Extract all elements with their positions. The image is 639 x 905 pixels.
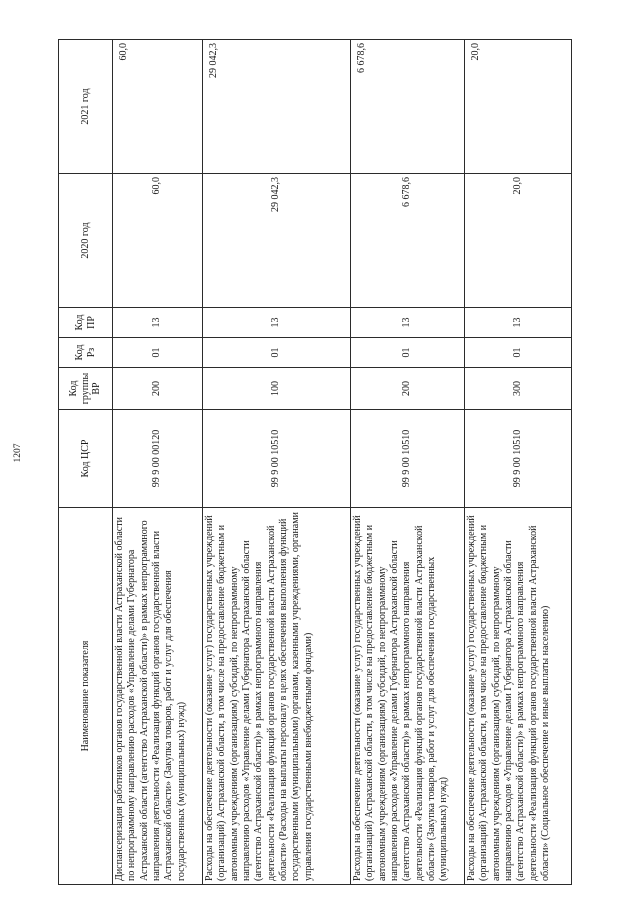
header-2020: 2020 год — [59, 174, 113, 308]
cell-name: Расходы на обеспечение деятельности (оказание услуг) государственных учреждений (организаций) Астраханской области, в том числе на предоставление бюджетным и автономным учреждениям (организациям) субсидий, по непрограммному направлению расходов «Управление делами Губернатора Астраханской области (агентство Астраханской области)» в рамках непрограммного направления деятельности «Реализация функций органов государственной власти Астраханской области» (Закупка товаров, работ и услуг для обеспечения государственных (муниципальных) нужд) — [351, 508, 465, 885]
header-rz-line-1: Код — [74, 344, 85, 361]
page-number: 1207 — [13, 443, 23, 463]
header-vr-line-3: ВР — [91, 382, 103, 395]
table-row — [465, 40, 572, 885]
cell-vr: 200 — [351, 368, 465, 410]
header-pr-line-2: ПР — [85, 316, 97, 329]
header-vr-line-2: группы — [79, 372, 91, 405]
cell-pr: 13 — [465, 308, 572, 338]
table-row — [351, 40, 465, 885]
cell-vr: 200 — [113, 368, 203, 410]
cell-name: Диспансеризация работников органов государственной власти Астраханской области по непрограммному направлению расходов «Управление делами Губернатора Астраханской области (агентство Астраханской области)» в рамках непрограммного направления деятельности «Реализация функций органов государственной власти Астраханской области» (Закупка товаров, работ и услуг для обеспечения государственных (муниципальных) нужд) — [113, 508, 203, 885]
header-name: Наименование показателя — [59, 508, 113, 885]
header-rz-line-2: Рз — [85, 347, 97, 358]
cell-rz: 01 — [351, 338, 465, 368]
header-vr-line-1: Код — [68, 380, 80, 397]
header-pr — [59, 308, 113, 338]
table-header-row — [59, 40, 113, 885]
cell-rz: 01 — [203, 338, 351, 368]
cell-2020: 29 042,3 — [203, 174, 351, 308]
cell-2021: 60,0 — [113, 40, 203, 174]
header-csr: Код ЦСР — [59, 410, 113, 508]
header-rz — [59, 338, 113, 368]
table-row — [203, 40, 351, 885]
cell-2021: 20,0 — [465, 40, 572, 174]
cell-pr: 13 — [113, 308, 203, 338]
cell-csr: 99 9 00 00120 — [113, 410, 203, 508]
cell-pr: 13 — [351, 308, 465, 338]
rotated-page-content — [58, 40, 552, 885]
header-2021: 2021 год — [59, 40, 113, 174]
cell-vr: 100 — [203, 368, 351, 410]
budget-table — [58, 39, 572, 885]
cell-2020: 20,0 — [465, 174, 572, 308]
cell-pr: 13 — [203, 308, 351, 338]
cell-2020: 60,0 — [113, 174, 203, 308]
cell-2021: 29 042,3 — [203, 40, 351, 174]
cell-csr: 99 9 00 10510 — [203, 410, 351, 508]
cell-vr: 300 — [465, 368, 572, 410]
cell-rz: 01 — [113, 338, 203, 368]
header-pr-line-1: Код — [74, 314, 85, 331]
cell-2020: 6 678,6 — [351, 174, 465, 308]
cell-name: Расходы на обеспечение деятельности (оказание услуг) государственных учреждений (организаций) Астраханской области, в том числе на предоставление бюджетным и автономным учреждениям (организациям) субсидий, по непрограммному направлению расходов «Управление делами Губернатора Астраханской области (агентство Астраханской области)» в рамках непрограммного направления деятельности «Реализация функций органов государственной власти Астраханской области» (Расходы на выплаты персоналу в целях обеспечения выполнения функций государственными (муниципальными) органами, казенными учреждениями, органами управления государственными внебюджетными фондами) — [203, 508, 351, 885]
header-vr — [59, 368, 113, 410]
cell-csr: 99 9 00 10510 — [351, 410, 465, 508]
cell-csr: 99 9 00 10510 — [465, 410, 572, 508]
cell-2021: 6 678,6 — [351, 40, 465, 174]
cell-name: Расходы на обеспечение деятельности (оказание услуг) государственных учреждений (организаций) Астраханской области, в том числе на предоставление бюджетным и автономным учреждениям (организациям) субсидий, по непрограммному направлению расходов «Управление делами Губернатора Астраханской области (агентство Астраханской области)» в рамках непрограммного направления деятельности «Реализация функций органов государственной власти Астраханской области» (Социальное обеспечение и иные выплаты населению) — [465, 508, 572, 885]
cell-rz: 01 — [465, 338, 572, 368]
table-row — [113, 40, 203, 885]
